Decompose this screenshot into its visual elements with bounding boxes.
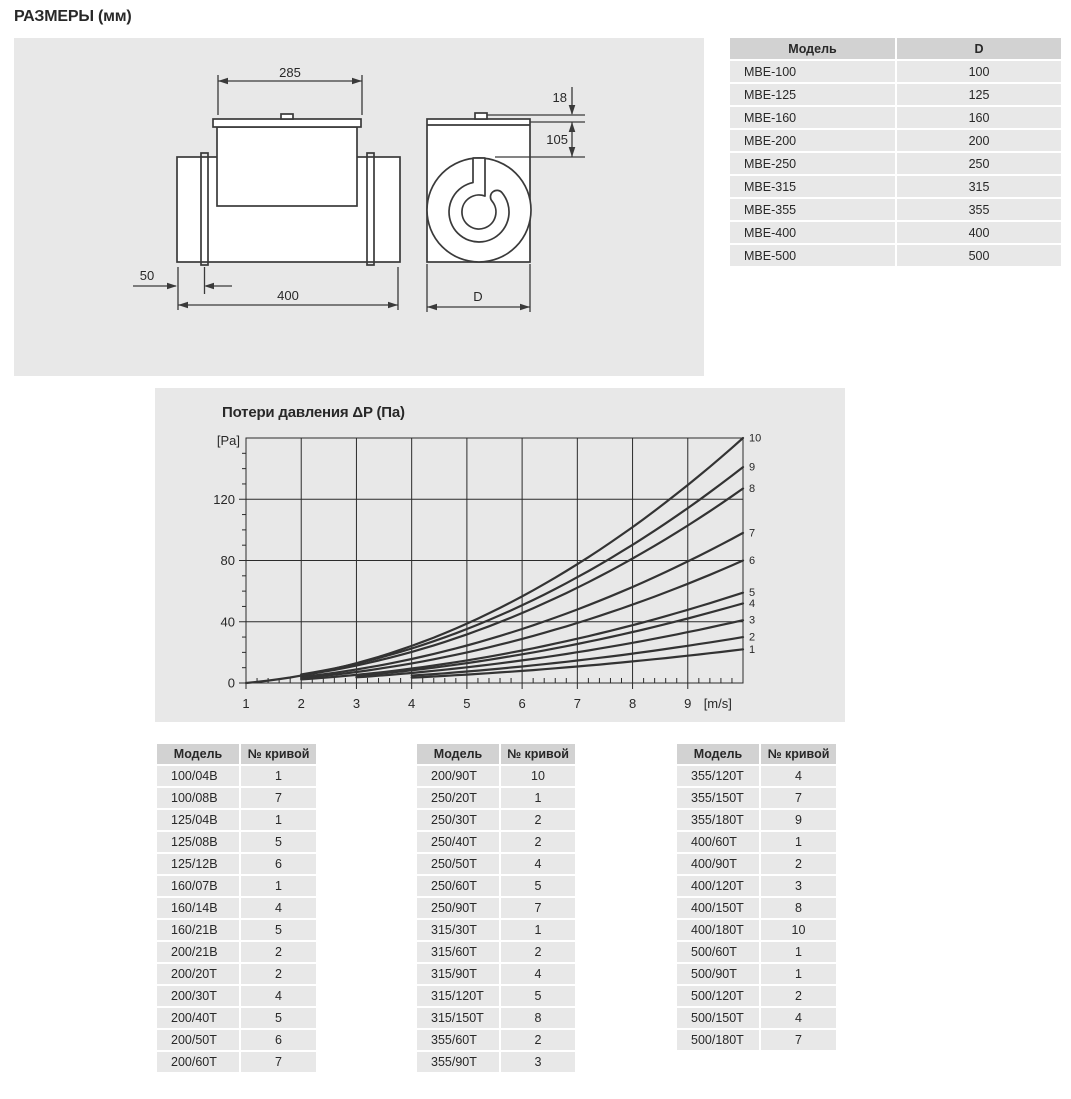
- table-cell: 7: [241, 1052, 316, 1072]
- table-row: [730, 222, 1061, 243]
- table-row: [730, 84, 1061, 105]
- table-row: [677, 854, 836, 874]
- curve-label-9: 9: [749, 461, 756, 474]
- table-cell: 1: [501, 920, 575, 940]
- table-row: [157, 766, 316, 786]
- table-row: [157, 832, 316, 852]
- pressure-curve-4: [356, 603, 743, 675]
- table-header-row: [677, 744, 836, 764]
- dim-arrow: [569, 105, 576, 115]
- pressure-chart-panel: [155, 388, 845, 722]
- curve-label-5: 5: [749, 587, 756, 600]
- table-row: [677, 1008, 836, 1028]
- data-table: [415, 742, 577, 1074]
- table-cell: 3: [761, 876, 836, 896]
- table-cell: 5: [501, 986, 575, 1006]
- table-row: [417, 920, 575, 940]
- table-cell: 9: [761, 810, 836, 830]
- table-cell: 355/180T: [677, 810, 759, 830]
- table-cell: 2: [501, 810, 575, 830]
- x-tick-label: 8: [628, 696, 637, 711]
- table-cell: 250/50T: [417, 854, 499, 874]
- dim-diameter: D: [473, 289, 483, 304]
- table-cell: 250: [897, 153, 1061, 174]
- table-cell: 1: [241, 810, 316, 830]
- table-cell: MBE-400: [730, 222, 895, 243]
- table-header-row: [157, 744, 316, 764]
- table-cell: 250/90T: [417, 898, 499, 918]
- table-cell: 500/90T: [677, 964, 759, 984]
- dim-arrow: [388, 302, 398, 309]
- table-cell: 315/150T: [417, 1008, 499, 1028]
- table-cell: 125/12B: [157, 854, 239, 874]
- table-cell: 315/30T: [417, 920, 499, 940]
- table-cell: 355/60T: [417, 1030, 499, 1050]
- table-cell: 355: [897, 199, 1061, 220]
- table-cell: 500/120T: [677, 986, 759, 1006]
- chart-title: Потери давления ΔP (Па): [222, 404, 405, 421]
- table-cell: 4: [761, 766, 836, 786]
- table-cell: 5: [241, 832, 316, 852]
- x-tick-label: 2: [297, 696, 305, 711]
- table-cell: 500/150T: [677, 1008, 759, 1028]
- table-cell: 200/40T: [157, 1008, 239, 1028]
- table-cell: 355/150T: [677, 788, 759, 808]
- curve-label-3: 3: [749, 614, 756, 627]
- table-row: [157, 986, 316, 1006]
- curve-label-7: 7: [749, 527, 756, 540]
- curve-table-3: [675, 742, 838, 1052]
- column-header: Модель: [157, 744, 239, 764]
- table-cell: 2: [501, 1030, 575, 1050]
- table-cell: MBE-100: [730, 61, 895, 82]
- table-cell: 315: [897, 176, 1061, 197]
- x-tick-label: 1: [242, 696, 250, 711]
- table-cell: 1: [761, 942, 836, 962]
- table-row: [417, 1030, 575, 1050]
- front-knob: [475, 113, 487, 119]
- y-unit-label: [Pa]: [216, 433, 240, 448]
- table-cell: MBE-355: [730, 199, 895, 220]
- y-tick-label: 120: [213, 491, 235, 507]
- table-cell: 1: [761, 832, 836, 852]
- table-cell: 400/60T: [677, 832, 759, 852]
- table-cell: 4: [501, 854, 575, 874]
- table-row: [677, 920, 836, 940]
- table-cell: 7: [761, 1030, 836, 1050]
- table-cell: 1: [241, 876, 316, 896]
- table-row: [730, 245, 1061, 266]
- y-tick-label: 0: [227, 675, 235, 691]
- table-cell: 100/04B: [157, 766, 239, 786]
- table-cell: 6: [241, 1030, 316, 1050]
- front-view: [427, 87, 585, 312]
- table-row: [417, 1008, 575, 1028]
- dim-arrow: [520, 304, 530, 311]
- table-row: [730, 130, 1061, 151]
- side-view: [133, 65, 400, 310]
- column-header: № кривой: [501, 744, 575, 764]
- table-cell: MBE-200: [730, 130, 895, 151]
- table-row: [417, 876, 575, 896]
- x-tick-label: 6: [518, 696, 526, 711]
- table-row: [157, 810, 316, 830]
- table-cell: 200/60T: [157, 1052, 239, 1072]
- curve-label-8: 8: [749, 483, 756, 496]
- table-row: [677, 832, 836, 852]
- table-header-row: [730, 38, 1061, 59]
- table-row: [730, 176, 1061, 197]
- table-cell: 1: [761, 964, 836, 984]
- table-row: [157, 1030, 316, 1050]
- dim-knob-height: 18: [552, 90, 567, 105]
- terminal-box-lid: [213, 119, 361, 127]
- table-row: [157, 1052, 316, 1072]
- x-unit-label: [m/s]: [703, 696, 732, 711]
- table-cell: MBE-160: [730, 107, 895, 128]
- table-cell: 125: [897, 84, 1061, 105]
- table-cell: 200/50T: [157, 1030, 239, 1050]
- table-cell: 8: [501, 1008, 575, 1028]
- table-cell: 3: [501, 1052, 575, 1072]
- table-cell: 4: [241, 898, 316, 918]
- y-tick-label: 80: [220, 553, 235, 568]
- curve-label-6: 6: [749, 555, 756, 567]
- table-cell: 2: [501, 832, 575, 852]
- table-row: [417, 788, 575, 808]
- table-cell: 200/21B: [157, 942, 239, 962]
- curve-label-2: 2: [749, 631, 756, 644]
- curve-label-1: 1: [749, 643, 756, 656]
- table-row: [677, 986, 836, 1006]
- table-cell: 8: [761, 898, 836, 918]
- column-header: № кривой: [761, 744, 836, 764]
- table-cell: 250/60T: [417, 876, 499, 896]
- table-cell: MBE-125: [730, 84, 895, 105]
- table-cell: 1: [501, 788, 575, 808]
- table-cell: 200: [897, 130, 1061, 151]
- table-row: [157, 854, 316, 874]
- table-cell: MBE-250: [730, 153, 895, 174]
- curve-table-2: [415, 742, 577, 1074]
- table-cell: 500/60T: [677, 942, 759, 962]
- table-row: [157, 920, 316, 940]
- dim-arrow: [569, 122, 576, 132]
- table-cell: 160/07B: [157, 876, 239, 896]
- table-cell: 200/20T: [157, 964, 239, 984]
- table-cell: 315/120T: [417, 986, 499, 1006]
- table-cell: 125/04B: [157, 810, 239, 830]
- x-tick-label: 9: [684, 696, 692, 711]
- model-diameter-table: [728, 36, 1063, 268]
- y-tick-label: 40: [220, 614, 235, 630]
- table-cell: 160: [897, 107, 1061, 128]
- table-cell: 4: [501, 964, 575, 984]
- table-cell: 4: [761, 1008, 836, 1028]
- x-tick-label: 3: [352, 696, 361, 711]
- table-cell: 315/90T: [417, 964, 499, 984]
- dim-arrow: [167, 283, 177, 290]
- table-cell: 2: [761, 986, 836, 1006]
- table-cell: 2: [761, 854, 836, 874]
- data-table: [675, 742, 838, 1052]
- table-cell: 7: [501, 898, 575, 918]
- table-row: [157, 964, 316, 984]
- table-row: [417, 898, 575, 918]
- technical-drawing: [14, 38, 704, 376]
- table-row: [677, 810, 836, 830]
- data-table: [155, 742, 318, 1074]
- table-cell: 100/08B: [157, 788, 239, 808]
- table-cell: 250/40T: [417, 832, 499, 852]
- table-row: [677, 876, 836, 896]
- table-row: [417, 964, 575, 984]
- table-row: [677, 788, 836, 808]
- table-cell: 125/08B: [157, 832, 239, 852]
- table-cell: 500: [897, 245, 1061, 266]
- table-cell: 6: [241, 854, 316, 874]
- x-tick-label: 7: [573, 696, 581, 711]
- dimensions-drawing-panel: [14, 38, 704, 376]
- dim-arrow: [218, 78, 228, 85]
- table-cell: 400/180T: [677, 920, 759, 940]
- table-cell: MBE-315: [730, 176, 895, 197]
- table-cell: 100: [897, 61, 1061, 82]
- table-row: [417, 832, 575, 852]
- table-cell: 250/20T: [417, 788, 499, 808]
- table-row: [677, 1030, 836, 1050]
- dim-box-width: 285: [279, 65, 301, 80]
- table-row: [730, 61, 1061, 82]
- table-row: [730, 153, 1061, 174]
- curve-table-1: [155, 742, 318, 1074]
- dim-arrow: [352, 78, 362, 85]
- table-cell: 400: [897, 222, 1061, 243]
- table-cell: 315/60T: [417, 942, 499, 962]
- table-cell: 200/90T: [417, 766, 499, 786]
- table-row: [157, 876, 316, 896]
- table-cell: 400/120T: [677, 876, 759, 896]
- table-cell: 5: [501, 876, 575, 896]
- table-row: [157, 942, 316, 962]
- table-row: [730, 107, 1061, 128]
- dim-duct-length: 400: [277, 288, 299, 303]
- table-row: [157, 788, 316, 808]
- dim-arrow: [427, 304, 437, 311]
- table-row: [157, 1008, 316, 1028]
- table-cell: 2: [501, 942, 575, 962]
- table-row: [677, 942, 836, 962]
- table-row: [417, 986, 575, 1006]
- x-tick-label: 5: [463, 696, 471, 711]
- pressure-loss-chart: [155, 388, 845, 722]
- page-title: РАЗМЕРЫ (мм): [14, 8, 132, 25]
- dim-arrow: [178, 302, 188, 309]
- table-row: [730, 199, 1061, 220]
- column-header: Модель: [417, 744, 499, 764]
- dim-flange-offset: 50: [139, 268, 155, 283]
- table-cell: 7: [241, 788, 316, 808]
- table-row: [677, 898, 836, 918]
- table-cell: 5: [241, 1008, 316, 1028]
- table-cell: 7: [761, 788, 836, 808]
- table-cell: 500/180T: [677, 1030, 759, 1050]
- table-cell: 355/90T: [417, 1052, 499, 1072]
- table-row: [677, 964, 836, 984]
- curve-label-10: 10: [749, 432, 762, 445]
- table-row: [417, 766, 575, 786]
- table-row: [677, 766, 836, 786]
- table-header-row: [417, 744, 575, 764]
- table-cell: 1: [241, 766, 316, 786]
- table-row: [157, 898, 316, 918]
- dim-arrow: [569, 147, 576, 157]
- table-cell: 160/14B: [157, 898, 239, 918]
- column-header: Модель: [730, 38, 895, 59]
- table-cell: 10: [501, 766, 575, 786]
- table-row: [417, 854, 575, 874]
- table-cell: 4: [241, 986, 316, 1006]
- table-row: [417, 810, 575, 830]
- column-header: Модель: [677, 744, 759, 764]
- column-header: D: [897, 38, 1061, 59]
- table-cell: MBE-500: [730, 245, 895, 266]
- table-cell: 400/150T: [677, 898, 759, 918]
- table-row: [417, 942, 575, 962]
- x-tick-label: 4: [408, 696, 416, 711]
- table-cell: 160/21B: [157, 920, 239, 940]
- terminal-box: [217, 127, 357, 206]
- dim-element-depth: 105: [546, 132, 568, 147]
- lid-knob: [281, 114, 293, 119]
- curve-label-4: 4: [749, 597, 756, 610]
- table-cell: 400/90T: [677, 854, 759, 874]
- dim-arrow: [204, 283, 214, 290]
- table-row: [417, 1052, 575, 1072]
- column-header: № кривой: [241, 744, 316, 764]
- table-cell: 10: [761, 920, 836, 940]
- table-cell: 5: [241, 920, 316, 940]
- table-cell: 200/30T: [157, 986, 239, 1006]
- table-cell: 2: [241, 942, 316, 962]
- table-cell: 355/120T: [677, 766, 759, 786]
- table-cell: 2: [241, 964, 316, 984]
- data-table: [728, 36, 1063, 268]
- table-cell: 250/30T: [417, 810, 499, 830]
